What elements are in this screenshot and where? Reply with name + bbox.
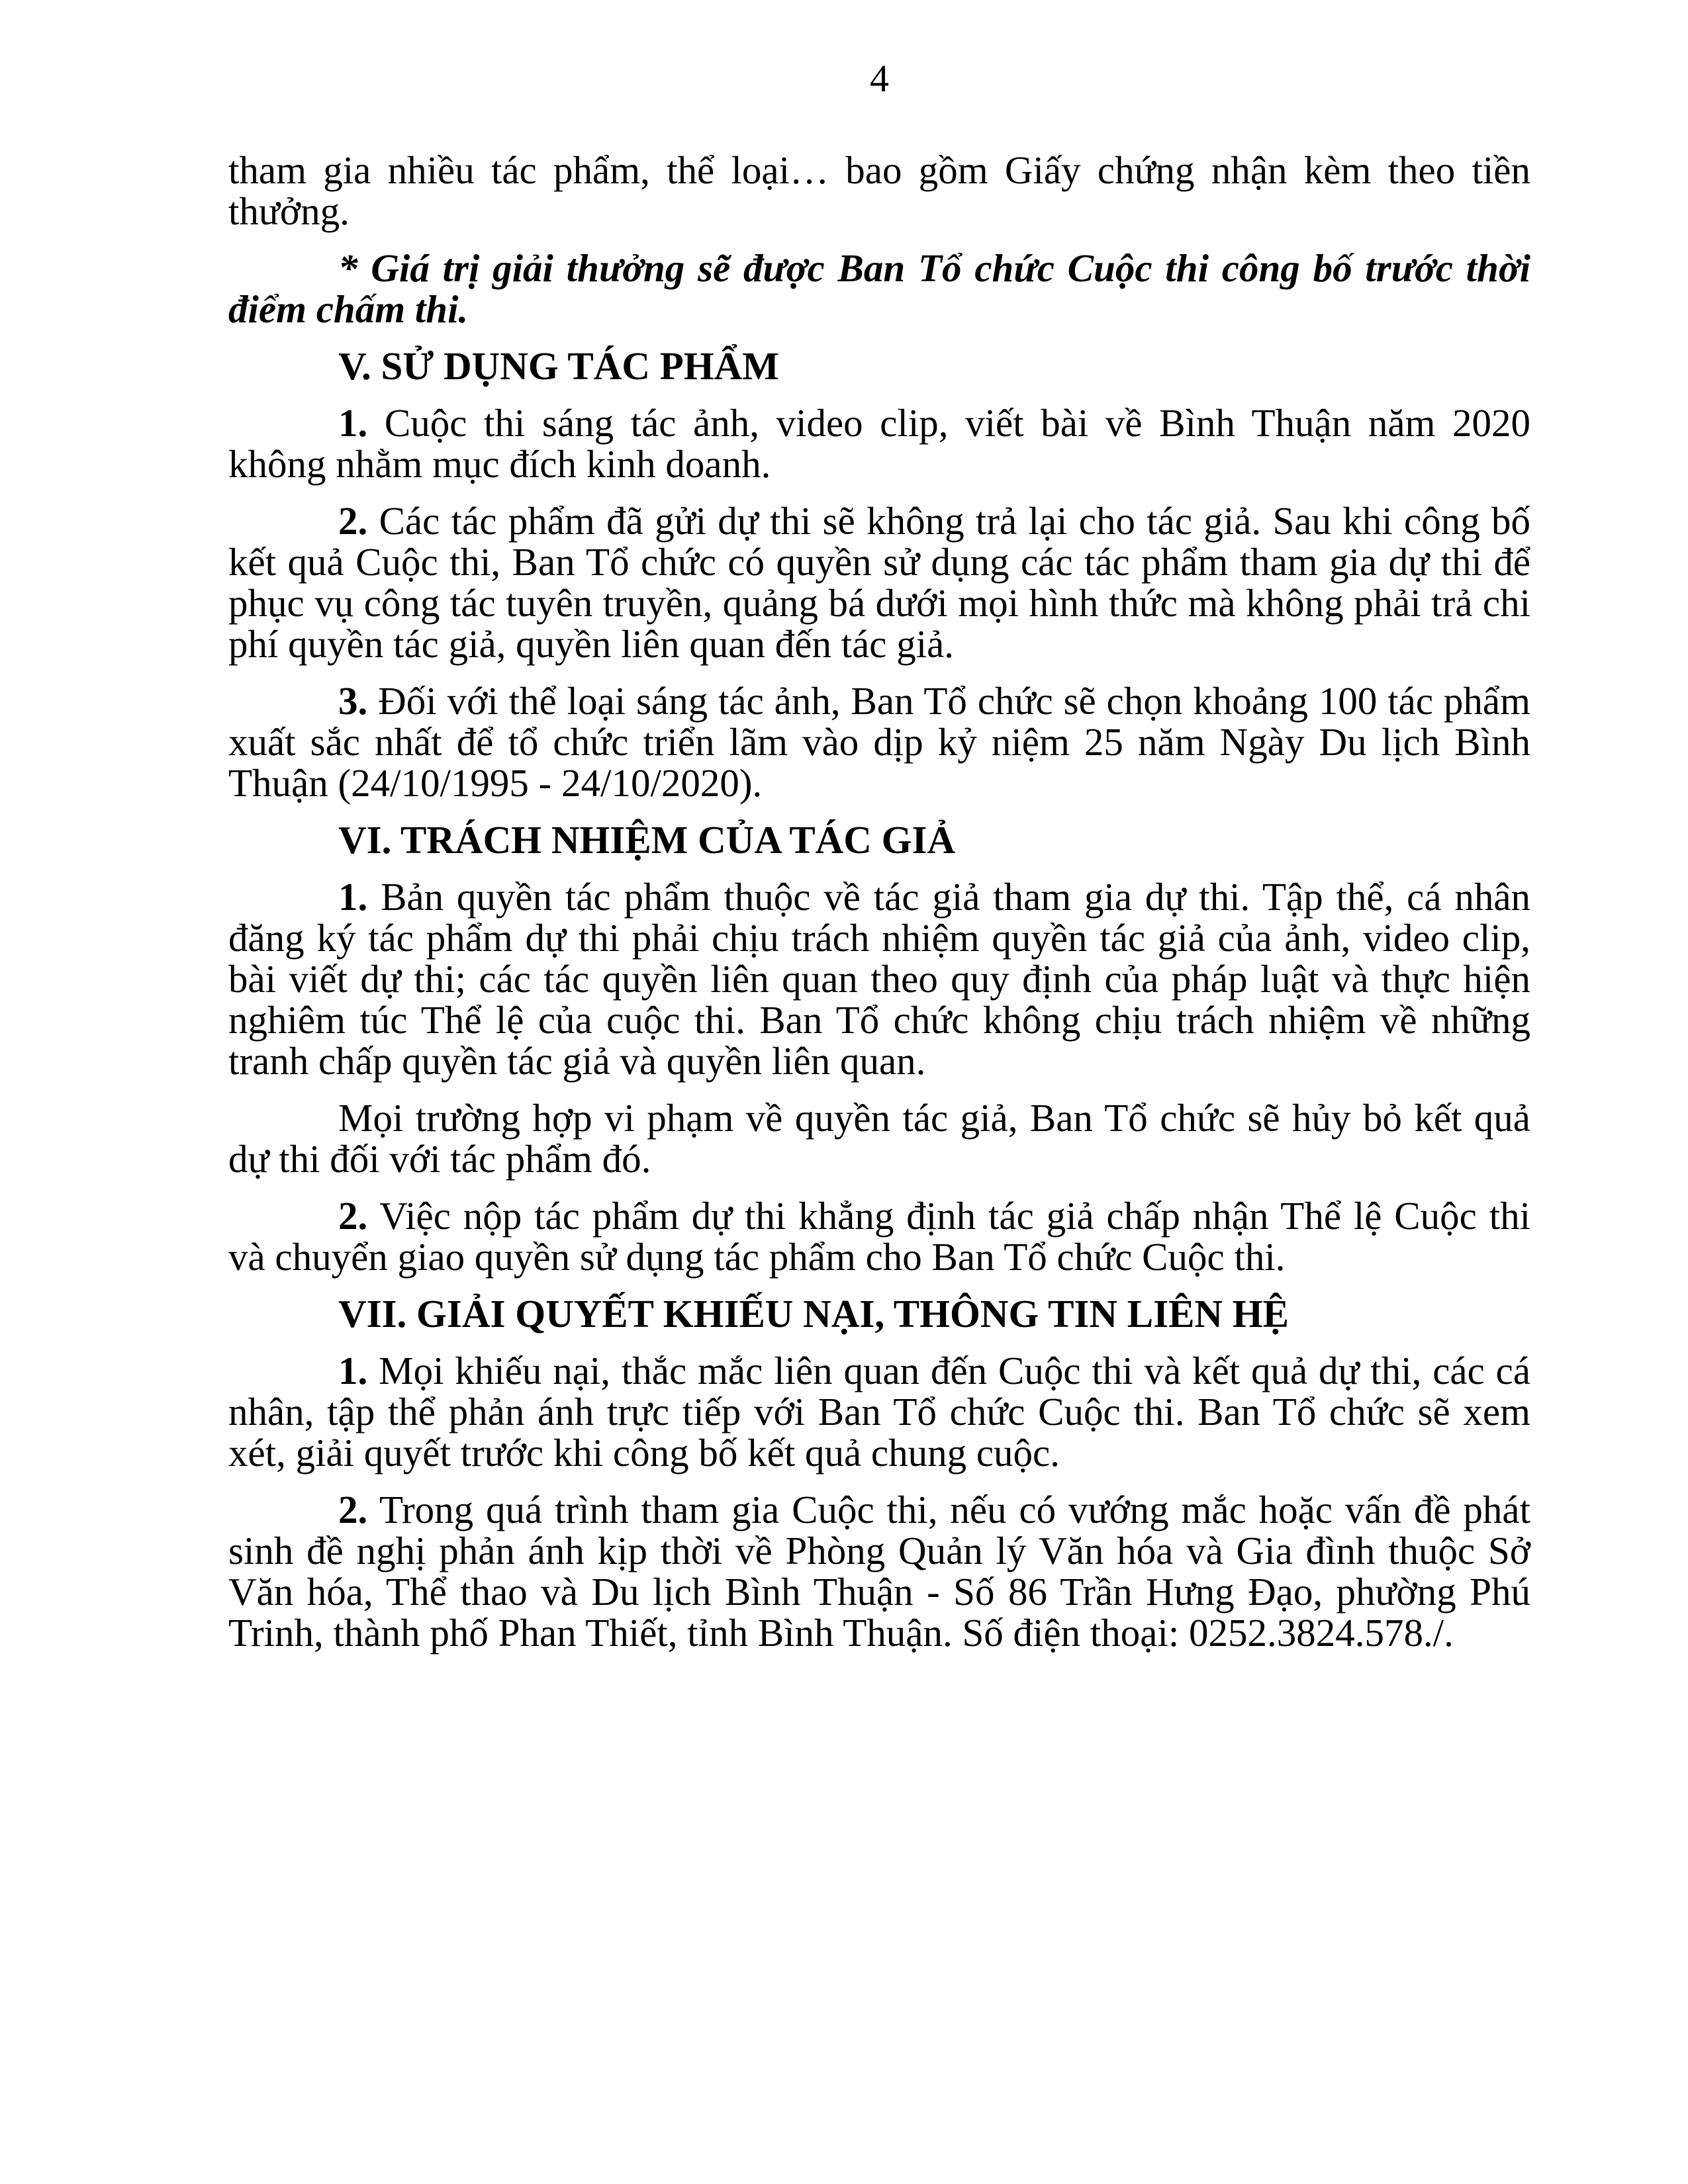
section-v-paragraph-1 (228, 402, 1530, 484)
section-v-heading: V. SỬ DỤNG TÁC PHẨM (338, 344, 779, 388)
paragraph-text: Mọi khiếu nại, thắc mắc liên quan đến Cuộc thi và kết quả dự thi, các cá nhân, tập thể phản ánh trực tiếp với Ban Tổ chức Cuộc thi. Ban Tổ chức sẽ xem xét, giải quyết trước khi công bố kết quả chung cuộc. (228, 1349, 1531, 1475)
paragraph-number: 2. (338, 1488, 368, 1531)
paragraph-number: 2. (338, 1194, 368, 1238)
section-vi-heading: VI. TRÁCH NHIỆM CỦA TÁC GIẢ (338, 818, 956, 862)
award-note-paragraph (228, 248, 1530, 330)
paragraph-number: 1. (338, 875, 368, 919)
paragraph-number: 1. (338, 1349, 368, 1392)
paragraph-text: Các tác phẩm đã gửi dự thi sẽ không trả lại cho tác giả. Sau khi công bố kết quả Cuộc thi, Ban Tổ chức có quyền sử dụng các tác phẩm tham gia dự thi để phục vụ công tác tuyên truyền, quảng bá dưới mọi hình thức mà không phải trả chi phí quyền tác giả, quyền liên quan đến tác giả. (228, 499, 1531, 666)
award-note-text: Giá trị giải thưởng sẽ được Ban Tổ chức Cuộc thi công bố trước thời điểm chấm thi. (228, 246, 1530, 331)
paragraph-text: Mọi trường hợp vi phạm về quyền tác giả, Ban Tổ chức sẽ hủy bỏ kết quả dự thi đối với tác phẩm đó. (228, 1096, 1530, 1181)
paragraph-number: 3. (338, 679, 368, 723)
intro-paragraph-text: tham gia nhiều tác phẩm, thể loại… bao gồm Giấy chứng nhận kèm theo tiền thưởng. (228, 148, 1530, 233)
section-vii-paragraph-1 (228, 1350, 1530, 1473)
paragraph-text: Bản quyền tác phẩm thuộc về tác giả tham gia dự thi. Tập thể, cá nhân đăng ký tác phẩm dự thi phải chịu trách nhiệm quyền tác giả của ảnh, video clip, bài viết dự thi; các tác quyền liên quan theo quy định của pháp luật và thực hiện nghiêm túc Thể lệ của cuộc thi. Ban Tổ chức không chịu trách nhiệm về những tranh chấp quyền tác giả và quyền liên quan. (228, 875, 1531, 1083)
paragraph-text: Cuộc thi sáng tác ảnh, video clip, viết bài về Bình Thuận năm 2020 không nhằm mục đích kinh doanh. (228, 401, 1531, 486)
paragraph-number: 2. (338, 499, 368, 543)
section-vii-heading: VII. GIẢI QUYẾT KHIẾU NẠI, THÔNG TIN LIÊN HỆ (338, 1292, 1289, 1336)
paragraph-text: Trong quá trình tham gia Cuộc thi, nếu có vướng mắc hoặc vấn đề phát sinh đề nghị phản ánh kịp thời về Phòng Quản lý Văn hóa và Gia đình thuộc Sở Văn hóa, Thể thao và Du lịch Bình Thuận - Số 86 Trần Hưng Đạo, phường Phú Trinh, thành phố Phan Thiết, tỉnh Bình Thuận. Số điện thoại: 0252.3824.578./. (228, 1488, 1531, 1655)
section-v-paragraph-2 (228, 500, 1530, 664)
section-vi-paragraph-1 (228, 876, 1530, 1081)
page-number: 4 (870, 57, 889, 100)
award-note-marker: * (338, 246, 358, 290)
document-text-block (228, 58, 1530, 1669)
section-vi-paragraph-1b (228, 1097, 1530, 1179)
section-vi-paragraph-2 (228, 1195, 1530, 1277)
paragraph-text: Việc nộp tác phẩm dự thi khẳng định tác giả chấp nhận Thể lệ Cuộc thi và chuyển giao quyền sử dụng tác phẩm cho Ban Tổ chức Cuộc thi. (228, 1194, 1530, 1279)
paragraph-text: Đối với thể loại sáng tác ảnh, Ban Tổ chức sẽ chọn khoảng 100 tác phẩm xuất sắc nhất để tổ chức triển lãm vào dịp kỷ niệm 25 năm Ngày Du lịch Bình Thuận (24/10/1995 - 24/10/2020). (228, 679, 1531, 805)
section-vii-paragraph-2 (228, 1489, 1530, 1653)
section-v-paragraph-3 (228, 680, 1530, 803)
intro-paragraph (228, 150, 1530, 232)
paragraph-number: 1. (338, 401, 368, 445)
